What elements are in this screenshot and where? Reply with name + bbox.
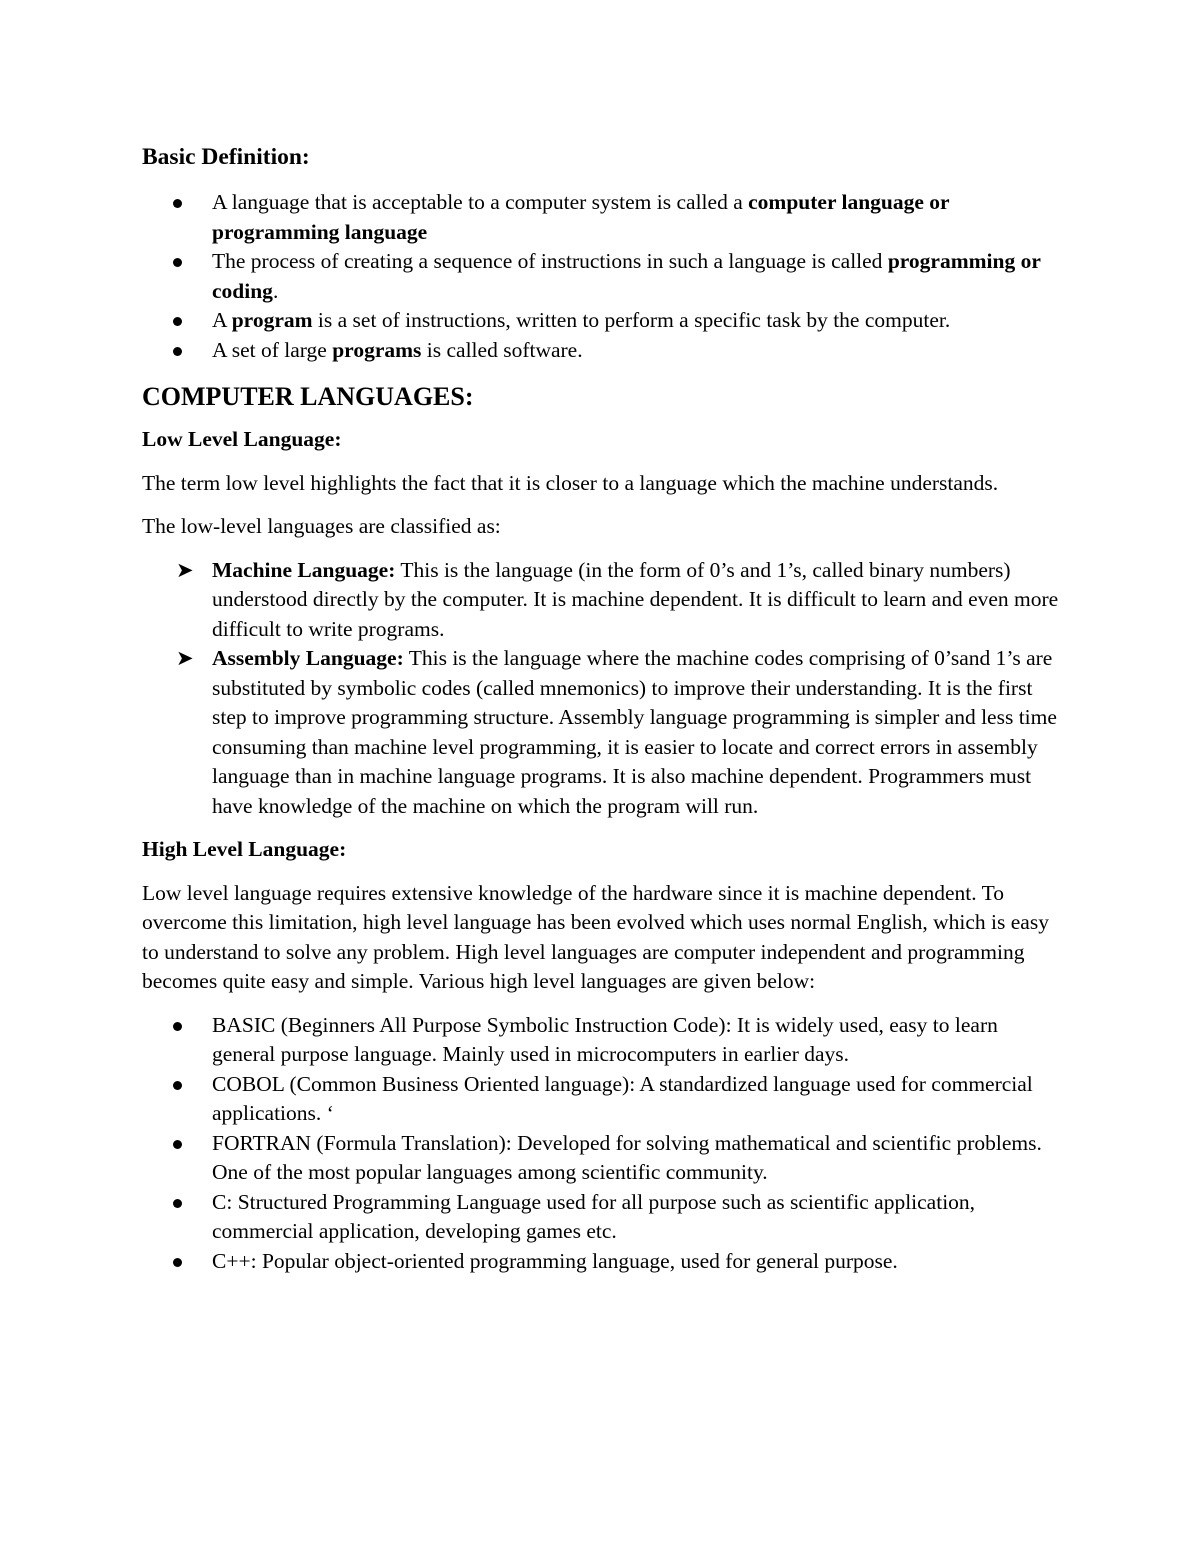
arrow-bullet-icon: ➤: [176, 646, 194, 670]
high-level-heading: High Level Language:: [142, 837, 347, 861]
list-item: [142, 306, 1062, 336]
item-text: C++: Popular object-oriented programming language, used for general purpose.: [212, 1248, 898, 1273]
item-text: BASIC (Beginners All Purpose Symbolic Instruction Code): It is widely used, easy to learn general purpose language. Mainly used in microcomputers in earlier days.: [212, 1012, 998, 1066]
item-term: Machine Language:: [212, 557, 396, 582]
list-item: [142, 1247, 1062, 1277]
item-text: C: Structured Programming Language used for all purpose such as scientific application, commercial application, developing games etc.: [212, 1189, 976, 1243]
bullet-icon: [173, 1140, 182, 1149]
list-item: [142, 1011, 1062, 1070]
bullet-icon: [173, 1258, 182, 1267]
list-item: [142, 556, 1062, 645]
low-level-intro: The term low level highlights the fact that it is closer to a language which the machine understands.: [142, 470, 999, 495]
high-level-intro: Low level language requires extensive knowledge of the hardware since it is machine dependent. To overcome this limitation, high level language has been evolved which uses normal English, which is easy to understand to solve any problem. High level languages are computer independent and programming becomes quite easy and simple. Various high level languages are given below:: [142, 880, 1049, 993]
item-bold-text: programs: [332, 337, 422, 362]
bullet-icon: [173, 317, 182, 326]
item-bold-text: programming or coding: [212, 249, 1041, 303]
low-level-list: [142, 556, 1062, 822]
basic-definition-list: [142, 188, 1062, 365]
low-level-heading: Low Level Language:: [142, 427, 342, 451]
list-item: [142, 336, 1062, 366]
item-text: .: [272, 278, 279, 303]
list-item: [142, 1129, 1062, 1188]
item-bold-text: program: [231, 308, 313, 332]
bullet-icon: [173, 1022, 182, 1031]
list-item: [142, 644, 1062, 821]
item-text: This is the language (in the form of 0’s and 1’s, called binary numbers) understood directly by the computer. It is machine dependent. It is difficult to learn and even more difficult to write programs.: [212, 557, 1059, 641]
item-text: is a set of instructions, written to perform a specific task by the computer.: [312, 308, 951, 332]
item-text: The process of creating a sequence of instructions in such a language is called: [212, 249, 888, 273]
item-term: Assembly Language:: [212, 646, 404, 670]
item-text: A language that is acceptable to a computer system is called a: [212, 190, 749, 214]
item-text: A set of large: [212, 337, 333, 362]
bullet-icon: [173, 258, 182, 267]
low-level-classified: The low-level languages are classified as:: [142, 514, 501, 538]
bullet-icon: [173, 1081, 182, 1090]
item-text: A: [212, 308, 232, 332]
list-item: [142, 1188, 1062, 1247]
item-text: is called software.: [421, 337, 583, 362]
list-item: [142, 1070, 1062, 1129]
basic-definition-heading: Basic Definition:: [142, 144, 310, 170]
item-bold-text: computer language or programming language: [212, 190, 950, 244]
document-page: [142, 140, 1062, 1290]
bullet-icon: [173, 347, 182, 356]
bullet-icon: [173, 199, 182, 208]
bullet-icon: [173, 1199, 182, 1208]
list-item: [142, 188, 1062, 247]
item-text: FORTRAN (Formula Translation): Developed for solving mathematical and scientific problems. One of the most popular languages among scientific community.: [212, 1130, 1042, 1184]
list-item: [142, 247, 1062, 306]
arrow-bullet-icon: ➤: [176, 557, 194, 582]
high-level-list: [142, 1011, 1062, 1277]
item-text: This is the language where the machine codes comprising of 0’sand 1’s are substituted by symbolic codes (called mnemonics) to improve their understanding. It is the first step to improve programming structure. Assembly language programming is simpler and less time consuming than machine level programming, it is easier to locate and correct errors in assembly language than in machine language programs. It is also machine dependent. Programmers must have knowledge of the machine on which the program will run.: [212, 646, 1057, 818]
item-text: COBOL (Common Business Oriented language): A standardized language used for commercial applications. ‘: [212, 1071, 1033, 1125]
computer-languages-heading: COMPUTER LANGUAGES:: [142, 382, 474, 411]
